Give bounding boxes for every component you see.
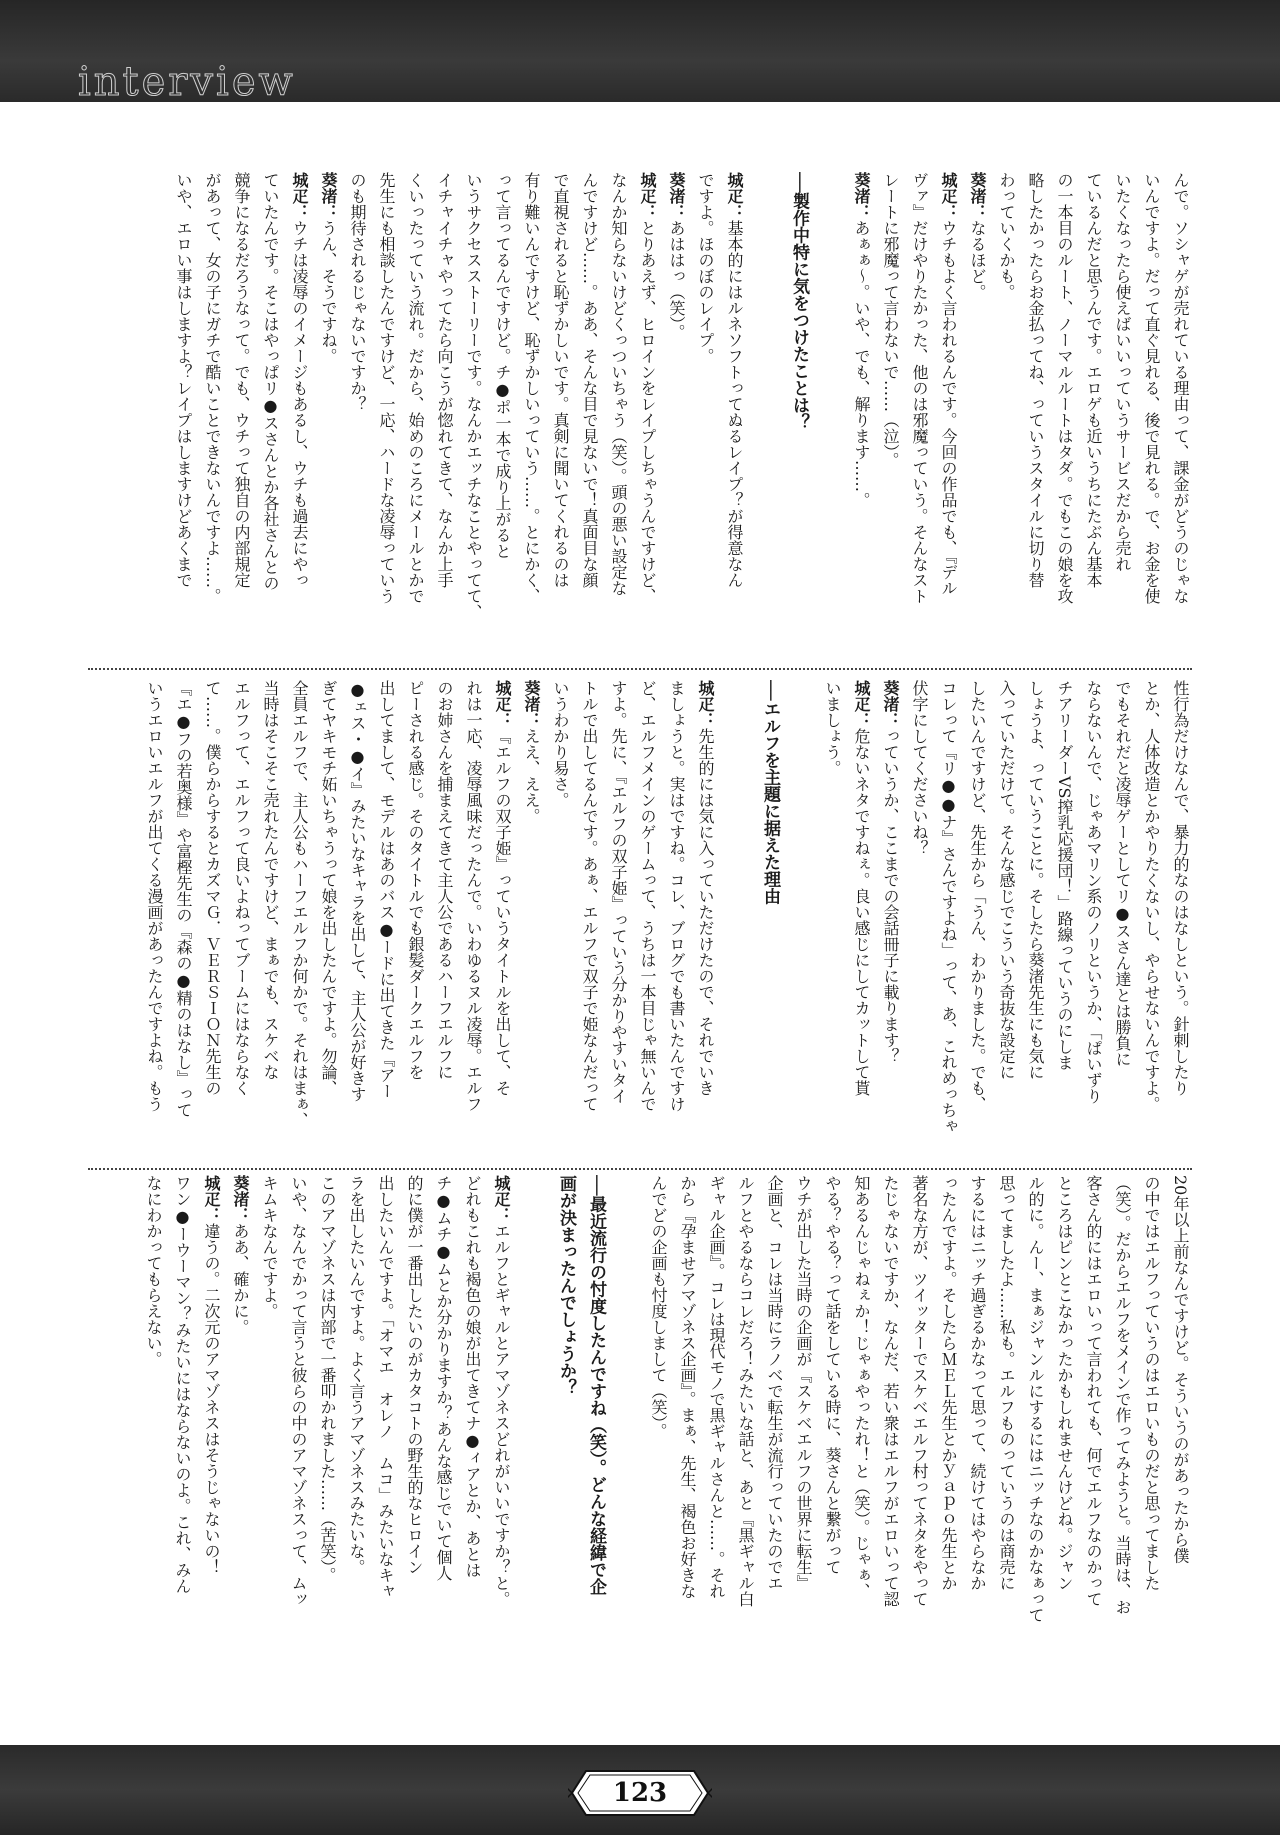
column-text: 違うの。二次元のアマゾネスはそうじゃないの！ (202, 1223, 221, 1575)
column-text: 知あるんじゃねぇか！じゃぁやったれ！と（笑）。じゃぁ、 (852, 1175, 871, 1599)
column-text: いうサクセスストーリーです。なんかエッチなことやってて、 (464, 172, 483, 620)
column-text: ヴァ』だけやりたかった、他のは邪魔っていう。そんなスト (910, 172, 929, 604)
column-text: いうわかり易さ。 (551, 680, 570, 808)
column-text: ですよ。ほのぼのレイプ。 (696, 172, 715, 364)
section-divider (88, 668, 1192, 670)
text-column (763, 1175, 786, 1730)
column-text: いや、エロい事はしますよ？レイプはしますけどあくまで (174, 172, 193, 588)
text-column (850, 1175, 873, 1730)
column-text: 当時はそこそこ売れたんですけど、まぁでも、スケベな (261, 680, 280, 1080)
page-number: 123 (612, 1778, 668, 1808)
column-text: ル的に。んー、まぁジャンルにするにはニッチなのかなぁって (1026, 1175, 1045, 1623)
text-column (1024, 1175, 1047, 1730)
text-column (172, 680, 195, 1163)
column-text: ウチは凌辱のイメージもあるし、ウチも過去にやっ (290, 220, 309, 588)
interview-section-3 (88, 1175, 1192, 1730)
text-column (549, 172, 572, 672)
column-text: ああ、確かに。 (231, 1223, 250, 1335)
text-column (665, 680, 688, 1163)
column-text: なんか知らないけどくっついちゃう（笑）。頭の悪い設定な (609, 172, 628, 596)
column-text: いんですよ。だって直ぐ見れる、後で見れる。で、お金を使 (1142, 172, 1161, 604)
speaker-label: 城疋： (493, 680, 512, 728)
column-text: ぎてヤキモチ妬いちゃうって娘を出したんですよ。勿論、 (319, 680, 338, 1096)
column-text: ギャル企画』。コレは現代モノで黒ギャルさんと……。それ (707, 1175, 726, 1599)
column-text: ウチもよく言われるんです。今回の作品でも、『デル (939, 220, 958, 596)
column-text: （笑）。だからエルフをメインで作ってみようと。当時は、お (1113, 1175, 1132, 1615)
text-column (288, 172, 311, 672)
text-column (490, 1175, 513, 1730)
page-number-badge (568, 1765, 712, 1821)
interview-section-1 (88, 172, 1192, 672)
text-column (229, 1175, 252, 1730)
column-text: ええ、ええ。 (522, 728, 541, 824)
column-text: れは一応、凌辱風味だったんで。いわゆるヌル凌辱。エルフ (464, 680, 483, 1112)
column-text: トルで出してるんです。あぁ、エルフで双子で姫なんだって (580, 680, 599, 1112)
column-text: 入っていただけて。そんな感じでこういう奇抜な設定に (997, 680, 1016, 1080)
column-text: のお姉さんを捕まえてきて主人公であるハーフエルフに (435, 680, 454, 1080)
text-column (346, 680, 369, 1163)
text-column (1082, 172, 1105, 672)
speaker-label: 城疋： (492, 1175, 511, 1223)
column-text: くいったっていう流れ。だから、始めのころにメールとかで (406, 172, 425, 604)
text-column (908, 1175, 931, 1730)
column-text: でもそれだと凌辱ゲーとしてリ●スさん達とは勝負に (1113, 680, 1132, 1067)
column-text: レートに邪魔って言わないで……（泣）。 (881, 172, 900, 468)
speaker-label: 葵渚： (968, 172, 987, 220)
text-column (375, 172, 398, 672)
column-text: んですけど……。ああ、そんな目で見ないで！真面目な顔 (580, 172, 599, 588)
column-text: ピーされる感じ。そのタイトルでも銀髪ダークエルフを (406, 680, 425, 1080)
text-column (694, 172, 717, 672)
interview-section-2 (88, 680, 1192, 1163)
column-text: 客さん的にはエロいって言われても、何でエルフなのかって (1084, 1175, 1103, 1607)
column-text: 的に僕が一番出したいのがカタコトの野生的なヒロイン (405, 1175, 424, 1575)
text-column (636, 680, 659, 1163)
text-column (1140, 1175, 1163, 1730)
column-text: すよ。先に、『エルフの双子姫』っていう分かりやすいタイ (609, 680, 628, 1104)
text-column (316, 1175, 339, 1730)
page-section-title: interview (78, 59, 296, 105)
text-column (694, 680, 717, 1163)
text-column (346, 172, 369, 672)
speaker-label: 葵渚： (881, 680, 900, 728)
column-text: とりあえず、ヒロインをレイプしちゃうんですけど、 (638, 220, 657, 604)
speaker-label: 城疋： (696, 680, 715, 728)
text-column (850, 680, 873, 1163)
text-column (995, 1175, 1018, 1730)
text-column (966, 1175, 989, 1730)
column-text: 先生的には気に入っていただけたので、それでいき (696, 728, 715, 1096)
section-heading: ──エルフを主題に据えた理由 (760, 680, 780, 905)
column-text: ウチが出した当時の企画が『スケベエルフの世界に転生』 (794, 1175, 813, 1591)
column-text: から『孕ませアマゾネス企画』。まぁ、先生、褐色お好きな (678, 1175, 697, 1599)
text-column (491, 172, 514, 672)
text-column (676, 1175, 699, 1730)
text-column (462, 680, 485, 1163)
text-column (259, 172, 282, 672)
text-column (647, 1175, 670, 1730)
text-column (491, 680, 514, 1163)
text-column (1111, 680, 1134, 1163)
text-column (1024, 172, 1047, 672)
text-column (375, 680, 398, 1163)
column-text: んで。ソシャゲが売れている理由って、課金がどうのじゃな (1171, 172, 1190, 604)
text-column (705, 1175, 728, 1730)
column-text: で直視されると恥ずかしいです。真剣に聞いてくれるのは (551, 172, 570, 588)
text-column (908, 172, 931, 672)
speaker-label: 城疋： (638, 172, 657, 220)
text-column (230, 680, 253, 1163)
text-column (404, 680, 427, 1163)
text-column (201, 172, 224, 672)
speaker-label: 葵渚： (522, 680, 541, 728)
text-column (937, 680, 960, 1163)
column-text: いたくなったら使えばいいっていうサービスだから売れ (1113, 172, 1132, 572)
column-text: いや、なんでかって言うと彼らの中のアマゾネスって、ムッ (289, 1175, 308, 1607)
text-column (723, 172, 746, 672)
column-text: があって、女の子にガチで酷いことできないんですよ……。 (203, 172, 222, 604)
column-text: うん、そうですね。 (319, 220, 338, 364)
column-text: あははっ（笑）。 (667, 220, 686, 340)
text-column (432, 1175, 455, 1730)
text-column (850, 172, 873, 672)
column-text: するにはニッチ過ぎるかなって思って、続けてはやらなか (968, 1175, 987, 1591)
header-bar (0, 0, 1280, 105)
speaker-label: 葵渚： (852, 172, 871, 220)
text-column (607, 680, 630, 1163)
column-text: たじゃないですか、なんだ、若い衆はエルフがエロいって認 (881, 1175, 900, 1607)
text-column (462, 172, 485, 672)
column-text: の一本目のルート、ノーマルルートはタダ。でもこの娘を攻 (1055, 172, 1074, 604)
text-column (1053, 172, 1076, 672)
text-column (1082, 1175, 1105, 1730)
column-text: しょうよ、っていうことに。そしたら葵渚先生にも気に (1026, 680, 1045, 1080)
text-column (287, 1175, 310, 1730)
text-column (317, 172, 340, 672)
section-heading: ──最近流行の忖度したんですね（笑）。どんな経緯で企 (586, 1175, 606, 1595)
column-text: ましょうと。実はですね。コレ、ブログでも書いたんですけ (667, 680, 686, 1112)
column-text: 20年以上前なんですけど。そういうのがあったから僕 (1171, 1175, 1190, 1564)
column-text: なにわかってもらえない。 (144, 1175, 163, 1367)
column-text: キムキなんですよ。 (260, 1175, 279, 1319)
text-column (143, 680, 166, 1163)
text-column (1082, 680, 1105, 1163)
speaker-label: 城疋： (202, 1175, 221, 1223)
column-text: 全員エルフで、主人公もハーフエルフか何かで。それはまぁ、 (290, 680, 309, 1128)
text-column (1111, 1175, 1134, 1730)
text-column (966, 172, 989, 672)
text-column (665, 172, 688, 672)
text-column (908, 680, 931, 1163)
section-divider (88, 1168, 1192, 1170)
text-column (258, 1175, 281, 1730)
column-text: ところはピンとこなかったかもしれませんけどね。ジャン (1055, 1175, 1074, 1591)
column-text: 著名な方が、ツイッターでスケベエルフ村ってネタをやって (910, 1175, 929, 1607)
column-text: コレって『リ●●ナ』さんですよね」って、あ、これめっちゃ (939, 680, 958, 1134)
column-text: エルフって、エルフって良いよねってブームにはならなく (232, 680, 251, 1096)
column-text: ったんですよ。そしたらＭＥＬ先生とかｙａｐｏ先生とか (939, 1175, 958, 1591)
text-column (317, 680, 340, 1163)
text-column (433, 680, 456, 1163)
column-text: ていたんです。そこはやっぱリ●スさんとか各社さんとの (261, 172, 280, 591)
text-column (1053, 680, 1076, 1163)
column-text: したいんですけど、先生から「うん、わかりました。でも、 (968, 680, 987, 1112)
speaker-label: 城疋： (725, 172, 744, 220)
text-column (549, 680, 572, 1163)
speaker-label: 葵渚： (231, 1175, 250, 1223)
text-column (636, 172, 659, 672)
column-text: ワン●ーウーマン？みたいにはならないのよ。これ、みん (173, 1175, 192, 1594)
text-column (1140, 680, 1163, 1163)
text-column (1169, 680, 1192, 1163)
text-column (734, 1175, 757, 1730)
column-text: 危ないネタですねぇ。良い感じにしてカットして貰 (852, 728, 871, 1096)
column-text: ならないんで、じゃあマリン系のノリというか、「ぱいずり (1084, 680, 1103, 1104)
column-text: 『エ●フの若奥様』や富樫先生の『森の●精のはなし』って (174, 680, 193, 1118)
text-column (201, 680, 224, 1163)
column-text: エルフとギャルとアマゾネスどれがいいですか？と。 (492, 1223, 511, 1607)
column-text: ているんだと思うんです。エロゲも近いうちにたぶん基本 (1084, 172, 1103, 588)
text-column (433, 172, 456, 672)
text-column (879, 1175, 902, 1730)
text-column (172, 172, 195, 672)
text-column (403, 1175, 426, 1730)
column-text: いましょう。 (823, 680, 842, 776)
column-text: 先生にも相談したんですけど、一応、ハードな凌辱っていう (377, 172, 396, 604)
column-text: なるほど。 (968, 220, 987, 300)
column-text: て……。僕らからするとカズマＧ．ＶＥＲＳＩＯＮ先生の (203, 680, 222, 1096)
text-column (200, 1175, 223, 1730)
column-text: 性行為だけなんで、暴力的なのはなしという。針刺したり (1171, 680, 1190, 1096)
text-column (578, 680, 601, 1163)
column-text: の中ではエルフっていうのはエロいものだと思ってました (1142, 1175, 1161, 1591)
speaker-label: 葵渚： (319, 172, 338, 220)
column-text: ラを出したいんですよ。よく言うアマゾネスみたいな。 (347, 1175, 366, 1575)
text-column (966, 680, 989, 1163)
text-column (288, 680, 311, 1163)
column-text: 思ってましたよ……私も。エルフものっていうのは商売に (997, 1175, 1016, 1591)
text-column (1111, 172, 1134, 672)
text-column (1169, 1175, 1192, 1730)
column-text: って言ってるんですけど。チ●ポ一本で成り上がると (493, 172, 512, 559)
column-text: いうエロいエルフが出てくる漫画があったんですよね。もう (145, 680, 164, 1112)
text-column (995, 680, 1018, 1163)
column-text: っていうか、ここまでの会話冊子に載ります？ (881, 728, 900, 1064)
column-text: ど、エルフメインのゲームって、うちは一本目じゃ無いんで (638, 680, 657, 1112)
column-text: ルフとやるならコレだろ！みたいな話と、あと『黒ギャル白 (736, 1175, 755, 1607)
text-column (821, 1175, 844, 1730)
text-column (345, 1175, 368, 1730)
speaker-label: 葵渚： (667, 172, 686, 220)
text-column (1024, 680, 1047, 1163)
speaker-label: 城疋： (939, 172, 958, 220)
column-text: 伏字にしてくださいね？ (910, 680, 929, 856)
column-text: やる？やる？って話をしている時に、葵さんと繋がって (823, 1175, 842, 1575)
section-heading: ──製作中特に気をつけたことは？ (789, 172, 809, 431)
section-heading: 画が決まったんでしょうか？ (556, 1175, 576, 1396)
text-column (879, 172, 902, 672)
column-text: 企画と、コレは当時にラノベで転生が流行っていたのでエ (765, 1175, 784, 1591)
text-column (607, 172, 630, 672)
text-column (1053, 1175, 1076, 1730)
column-text: 出したいんですよ。「オマエ オレノ ムコ」みたいなキャ (376, 1175, 395, 1599)
column-text: んでどの企画も忖度しまして（笑）。 (649, 1175, 668, 1439)
text-column (374, 1175, 397, 1730)
speaker-label: 城疋： (852, 680, 871, 728)
column-text: 出してまして、モデルはあのバス●ードに出てきた『アー (377, 680, 396, 1099)
column-text: イチャイチャやってたら向こうが惚れてきて、なんか上手 (435, 172, 454, 588)
text-column (259, 680, 282, 1163)
text-column (995, 172, 1018, 672)
column-text: のも期待されるじゃないですか？ (348, 172, 367, 412)
text-column (1169, 172, 1192, 672)
text-column (230, 172, 253, 672)
text-column (937, 1175, 960, 1730)
column-text: ●ェス・●イ』みたいなキャラを出して、主人公が好きす (348, 680, 367, 1102)
column-text: 略したかったらお金払ってね、っていうスタイルに切り替 (1026, 172, 1045, 588)
column-text: チ●ムチ●ムとか分かりますか？あんな感じでいて個人 (434, 1175, 453, 1581)
speaker-label: 城疋： (290, 172, 309, 220)
column-text: あぁぁ〜。いや、でも、解ります……。 (852, 220, 871, 508)
column-text: 『エルフの双子姫』っていうタイトルを出して、そ (493, 728, 512, 1096)
text-column (578, 172, 601, 672)
text-column (821, 680, 844, 1163)
column-text: わっていくかも。 (997, 172, 1016, 300)
text-column (142, 1175, 165, 1730)
column-text: 基本的にはルネソフトってぬるレイプ？が得意なん (725, 220, 744, 588)
text-column (792, 1175, 815, 1730)
text-column (520, 172, 543, 672)
text-column (171, 1175, 194, 1730)
column-text: チアリーダーVS搾乳応援団！」路線っていうのにしま (1055, 680, 1074, 1071)
text-column (461, 1175, 484, 1730)
column-text: このアマゾネスは内部で一番叩かれました……（苦笑）。 (318, 1175, 337, 1583)
text-column (937, 172, 960, 672)
column-text: 有り難いんですけど、恥ずかしいっていう……。とにかく、 (522, 172, 541, 604)
text-column (404, 172, 427, 672)
text-column (1140, 172, 1163, 672)
column-text: どれもこれも褐色の娘が出てきてナ●ィアとか、あとは (463, 1175, 482, 1578)
text-column (520, 680, 543, 1163)
column-text: とか、人体改造とかやりたくないし、やらせないんですよ。 (1142, 680, 1161, 1112)
text-column (879, 680, 902, 1163)
column-text: 競争になるだろうなって。でも、ウチって独自の内部規定 (232, 172, 251, 588)
